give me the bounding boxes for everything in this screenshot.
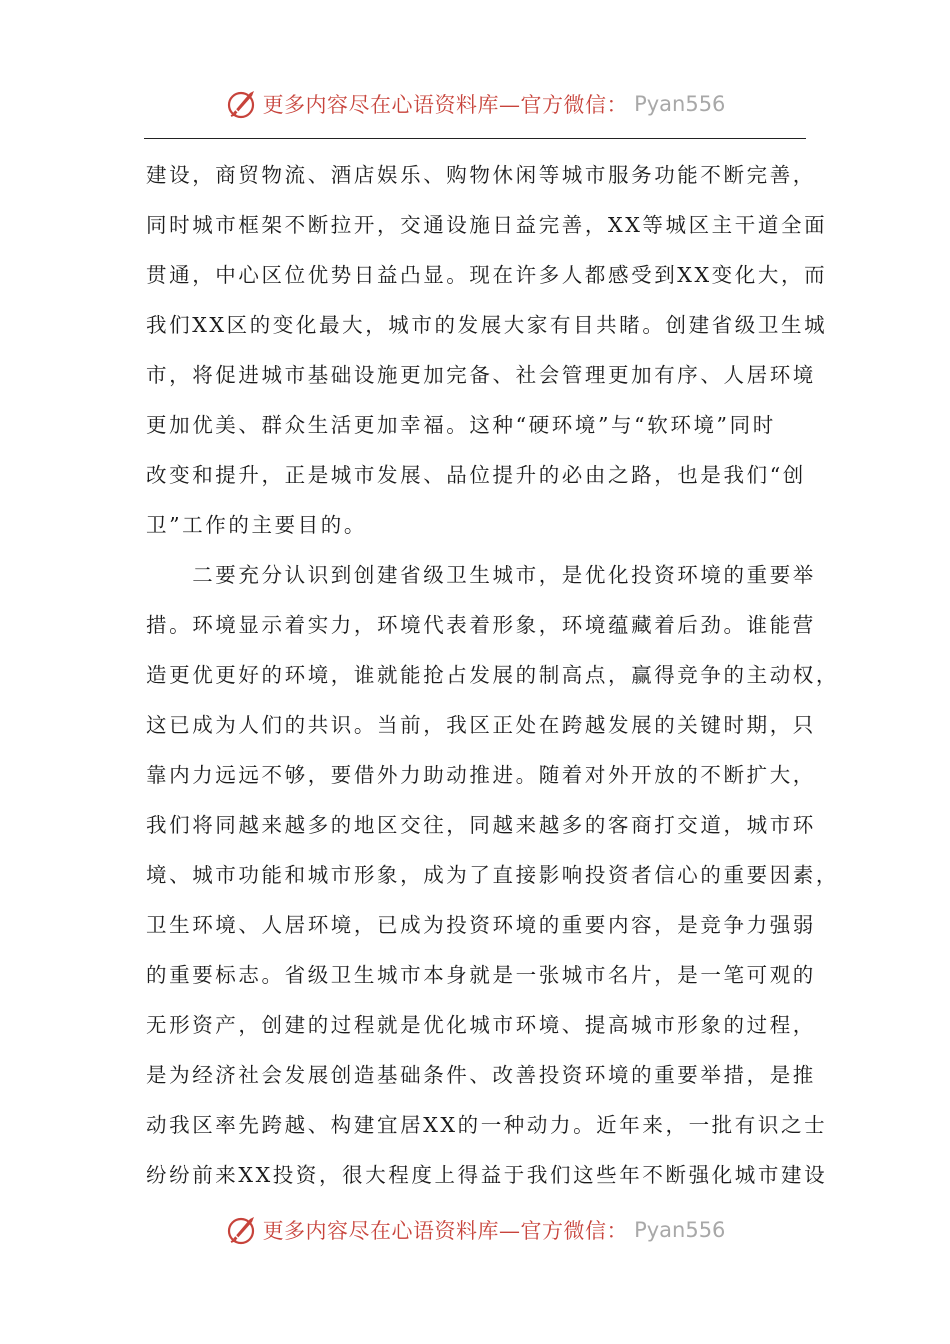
body-line: 市，将促进城市基础设施更加完备、社会管理更加有序、人居环境 <box>146 363 816 387</box>
body-line: 更加优美、群众生活更加幸福。这种“硬环境”与“软环境”同时 <box>146 413 776 437</box>
body-line: 二要充分认识到创建省级卫生城市，是优化投资环境的重要举 <box>146 563 816 587</box>
body-line: 贯通，中心区位优势日益凸显。现在许多人都感受到XX变化大，而 <box>146 263 828 287</box>
body-line: 纷纷前来XX投资，很大程度上得益于我们这些年不断强化城市建设 <box>146 1163 828 1187</box>
body-line: 我们XX区的变化最大，城市的发展大家有目共睹。创建省级卫生城 <box>146 313 828 337</box>
watermark-text: 更多内容尽在心语资料库—官方微信： <box>262 1219 629 1243</box>
body-line: 同时城市框架不断拉开，交通设施日益完善，XX等城区主干道全面 <box>146 213 828 237</box>
body-line: 我们将同越来越多的地区交往，同越来越多的客商打交道，城市环 <box>146 813 816 837</box>
footer-watermark <box>0 1210 950 1250</box>
body-line: 无形资产，创建的过程就是优化城市环境、提高城市形象的过程， <box>146 1013 816 1037</box>
body-line: 是为经济社会发展创造基础条件、改善投资环境的重要举措，是推 <box>146 1063 816 1087</box>
body-line: 建设，商贸物流、酒店娱乐、购物休闲等城市服务功能不断完善， <box>146 163 816 187</box>
body-line: 卫”工作的主要目的。 <box>146 513 367 537</box>
body-line: 境、城市功能和城市形象，成为了直接影响投资者信心的重要因素， <box>146 863 839 887</box>
body-line: 卫生环境、人居环境，已成为投资环境的重要内容，是竞争力强弱 <box>146 913 816 937</box>
body-line: 的重要标志。省级卫生城市本身就是一张城市名片，是一笔可观的 <box>146 963 816 987</box>
body-line: 这已成为人们的共识。当前，我区正处在跨越发展的关键时期，只 <box>146 713 816 737</box>
body-line: 动我区率先跨越、构建宜居XX的一种动力。近年来，一批有识之士 <box>146 1113 828 1137</box>
header-divider <box>144 138 806 139</box>
quill-pen-seal-icon <box>225 87 259 121</box>
body-line: 造更优更好的环境，谁就能抢占发展的制高点，赢得竞争的主动权， <box>146 663 839 687</box>
watermark-text: 更多内容尽在心语资料库—官方微信： <box>262 93 629 117</box>
document-body <box>146 150 839 1200</box>
watermark-wechat-id: Pyan556 <box>634 1218 726 1242</box>
body-line: 改变和提升，正是城市发展、品位提升的必由之路，也是我们“创 <box>146 463 806 487</box>
quill-pen-seal-icon <box>225 1213 259 1247</box>
body-line: 措。环境显示着实力，环境代表着形象，环境蕴藏着后劲。谁能营 <box>146 613 816 637</box>
body-line: 靠内力远远不够，要借外力助动推进。随着对外开放的不断扩大， <box>146 763 816 787</box>
header-watermark <box>0 84 950 124</box>
watermark-wechat-id: Pyan556 <box>634 92 726 116</box>
